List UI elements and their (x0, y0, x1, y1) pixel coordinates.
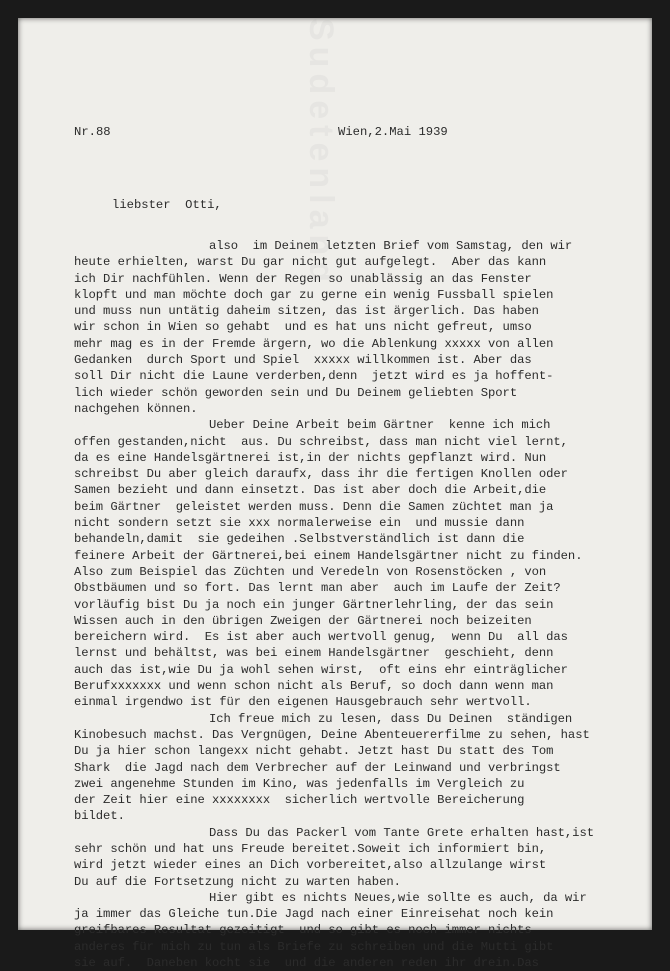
letter-line: nicht sondern setzt sie xxx normalerweise ein und mussie dann (74, 516, 525, 531)
letter-line: Obstbäumen und so fort. Das lernt man aber auch im Laufe der Zeit? (74, 581, 561, 596)
letter-line: wir schon in Wien so gehabt und es hat uns nicht gefreut, umso (74, 320, 532, 335)
letter-line: Berufxxxxxxx und wenn schon nicht als Beruf, so doch dann wenn man (74, 679, 554, 694)
letter-line: Ich freue mich zu lesen, dass Du Deinen ständigen (209, 711, 573, 726)
letter-line: bildet. (74, 809, 125, 824)
letter-line: Also zum Beispiel das Züchten und Veredeln von Rosenstöcken , von (74, 564, 547, 579)
letter-line: lich wieder schön geworden sein und Du Deinem geliebten Sport (74, 385, 518, 400)
letter-line: klopft und man möchte doch gar zu gerne ein wenig Fussball spielen (74, 287, 554, 302)
letter-line: da es eine Handelsgärtnerei ist,in der nichts gepflanzt wird. Nun (74, 450, 547, 465)
letter-line: Du ja hier schon langexx nicht gehabt. Jetzt hast Du statt des Tom (74, 744, 554, 759)
letter-line: Shark die Jagd nach dem Verbrecher auf der Leinwand und verbringst (74, 760, 561, 775)
letter-line: Du auf die Fortsetzung nicht zu warten haben. (74, 874, 401, 889)
letter-line: beim Gärtner geleistet werden muss. Denn die Samen züchtet man ja (74, 499, 554, 514)
letter-line: mehr mag es in der Fremde ärgern, wo die Ablenkung xxxxx von allen (74, 336, 554, 351)
letter-line: lernst und behältst, was bei einem Handelsgärtner geschieht, denn (74, 646, 554, 661)
letter-line: ja immer das Gleiche tun.Die Jagd nach einer Einreisehat noch kein (74, 907, 554, 922)
letter-line: soll Dir nicht die Laune verderben,denn jetzt wird es ja hoffent- (74, 369, 554, 384)
letter-line: greifbares Resultat gezeitigt und so gibt es noch immer nichts (74, 923, 532, 938)
letter-salutation: liebster Otti, (112, 198, 222, 212)
letter-line: heute erhielten, warst Du gar nicht gut aufgelegt. Aber das kann (74, 255, 547, 270)
letter-line: sehr schön und hat uns Freude bereitet.Soweit ich informiert bin, (74, 841, 547, 856)
letter-line: behandeln,damit sie gedeihen .Selbstverständlich ist dann die (74, 532, 525, 547)
letter-line: anderes für mich zu tun als Briefe zu schreiben und die Mutti gibt (74, 939, 554, 954)
letter-line: und muss nun untätig daheim sitzen, das ist ärgerlich. Das haben (74, 304, 539, 319)
letter-reference-number: Nr.88 (74, 125, 111, 139)
watermark-stamp: Sudetenland (302, 18, 340, 289)
letter-line: vorläufig bist Du ja noch ein junger Gärtnerlehrling, der das sein (74, 597, 554, 612)
letter-body (74, 238, 646, 971)
letter-line: zwei angenehme Stunden im Kino, was jedenfalls im Vergleich zu (74, 776, 525, 791)
letter-line: Wissen auch in den übrigen Zweigen der Gärtnerei noch beizeiten (74, 613, 532, 628)
letter-line: Kinobesuch machst. Das Vergnügen, Deine Abenteuererfilme zu sehen, hast (74, 727, 590, 742)
letter-line: wird jetzt wieder eines an Dich vorbereitet,also allzulange wirst (74, 858, 547, 873)
letter-line: bereichern wird. Es ist aber auch wertvoll genug, wenn Du all das (74, 630, 568, 645)
letter-line: Hier gibt es nichts Neues,wie sollte es auch, da wir (209, 890, 587, 905)
letter-line: feinere Arbeit der Gärtnerei,bei einem Handelsgärtner nicht zu finden. (74, 548, 583, 563)
letter-line: der Zeit hier eine xxxxxxxx sicherlich wertvolle Bereicherung (74, 793, 525, 808)
letter-line: auch das ist,wie Du ja wohl sehen wirst, oft eins ehr einträglicher (74, 662, 568, 677)
letter-line: Samen bezieht und dann einsetzt. Das ist aber doch die Arbeit,die (74, 483, 547, 498)
letter-line: Ueber Deine Arbeit beim Gärtner kenne ich mich (209, 418, 551, 433)
letter-line: Dass Du das Packerl vom Tante Grete erhalten hast,ist (209, 825, 594, 840)
letter-line: offen gestanden,nicht aus. Du schreibst, dass man nicht viel lernt, (74, 434, 568, 449)
letter-line: sie auf. Daneben kocht sie und die anderen reden ihr drein.Das (74, 956, 539, 971)
letter-line: ich Dir nachfühlen. Wenn der Regen so unablässig an das Fenster (74, 271, 532, 286)
letter-line: nachgehen können. (74, 401, 198, 416)
letter-line: schreibst Du aber gleich daraufx, dass ihr die fertigen Knollen oder (74, 467, 568, 482)
letter-page (18, 18, 652, 971)
letter-line: einmal irgendwo ist für den eigenen Hausgebrauch sehr wertvoll. (74, 695, 532, 710)
letter-date: Wien,2.Mai 1939 (338, 125, 448, 139)
letter-line: also im Deinem letzten Brief vom Samstag, den wir (209, 239, 573, 253)
letter-line: Gedanken durch Sport und Spiel xxxxx willkommen ist. Aber das (74, 353, 532, 368)
